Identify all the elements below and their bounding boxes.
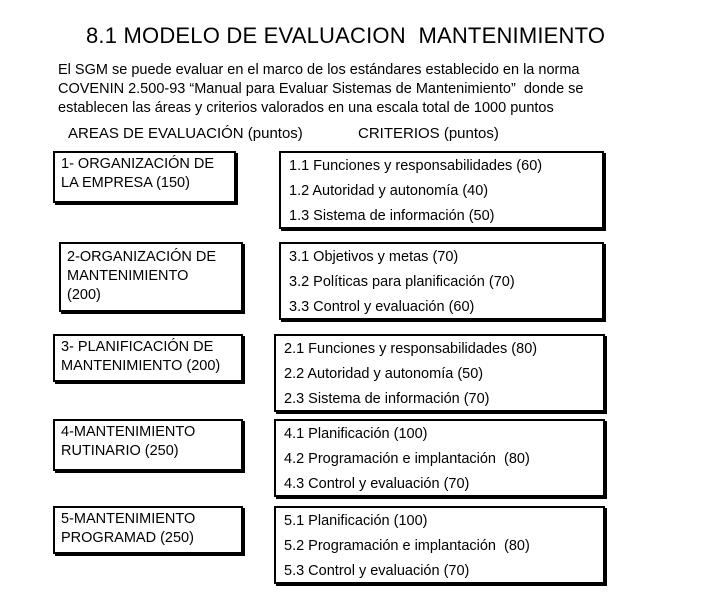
area-box-4	[53, 419, 243, 471]
criterion: 3.3 Control y evaluación (60)	[289, 299, 475, 315]
areas-header: AREAS DE EVALUACIÓN (puntos)	[68, 125, 303, 142]
area-label: (200)	[67, 287, 101, 303]
area-label: 5-MANTENIMIENTO	[61, 511, 196, 527]
area-label: 2-ORGANIZACIÓN DE	[67, 249, 217, 265]
area-label: PROGRAMAD (250)	[61, 530, 194, 546]
criterion: 5.1 Planificación (100)	[284, 513, 428, 529]
criterion: 5.2 Programación e implantación (80)	[284, 538, 530, 554]
area-label: MANTENIMIENTO (200)	[61, 358, 221, 374]
criteria-box-2	[279, 242, 604, 320]
area-box-2	[59, 242, 243, 312]
area-label: LA EMPRESA (150)	[61, 175, 190, 191]
area-box-3	[53, 334, 243, 382]
area-label: 4-MANTENIMIENTO	[61, 424, 196, 440]
criterion: 2.1 Funciones y responsabilidades (80)	[284, 341, 538, 357]
page-title: 8.1 MODELO DE EVALUACION MANTENIMIENTO	[86, 23, 606, 48]
criterion: 4.2 Programación e implantación (80)	[284, 451, 530, 467]
criterion: 5.3 Control y evaluación (70)	[284, 563, 470, 579]
criterion: 3.1 Objetivos y metas (70)	[289, 249, 459, 265]
area-label: RUTINARIO (250)	[61, 443, 179, 459]
criterion: 1.1 Funciones y responsabilidades (60)	[289, 158, 543, 174]
criteria-box-1	[279, 151, 604, 229]
criterion: 1.2 Autoridad y autonomía (40)	[289, 183, 489, 199]
area-label: MANTENIMIENTO	[67, 268, 189, 284]
criteria-box-3	[274, 334, 605, 412]
criteria-box-4	[274, 419, 605, 497]
criterion: 4.3 Control y evaluación (70)	[284, 476, 470, 492]
area-box-1	[53, 151, 236, 203]
criterion: 4.1 Planificación (100)	[284, 426, 428, 442]
intro-line: establecen las áreas y criterios valorados en una escala total de 1000 puntos	[58, 100, 554, 116]
intro-line: COVENIN 2.500-93 “Manual para Evaluar Sistemas de Mantenimiento” donde se	[58, 81, 584, 97]
area-label: 1- ORGANIZACIÓN DE	[61, 156, 215, 172]
criterion: 1.3 Sistema de información (50)	[289, 208, 495, 224]
criterion: 2.2 Autoridad y autonomía (50)	[284, 366, 484, 382]
criteria-box-5	[274, 506, 605, 584]
area-label: 3- PLANIFICACIÓN DE	[61, 339, 214, 355]
criteria-header: CRITERIOS (puntos)	[358, 125, 499, 142]
criterion: 2.3 Sistema de información (70)	[284, 391, 490, 407]
area-box-5	[53, 506, 243, 554]
criterion: 3.2 Políticas para planificación (70)	[289, 274, 515, 290]
intro-paragraph	[58, 61, 658, 118]
intro-line: El SGM se puede evaluar en el marco de los estándares establecido en la norma	[58, 62, 580, 78]
